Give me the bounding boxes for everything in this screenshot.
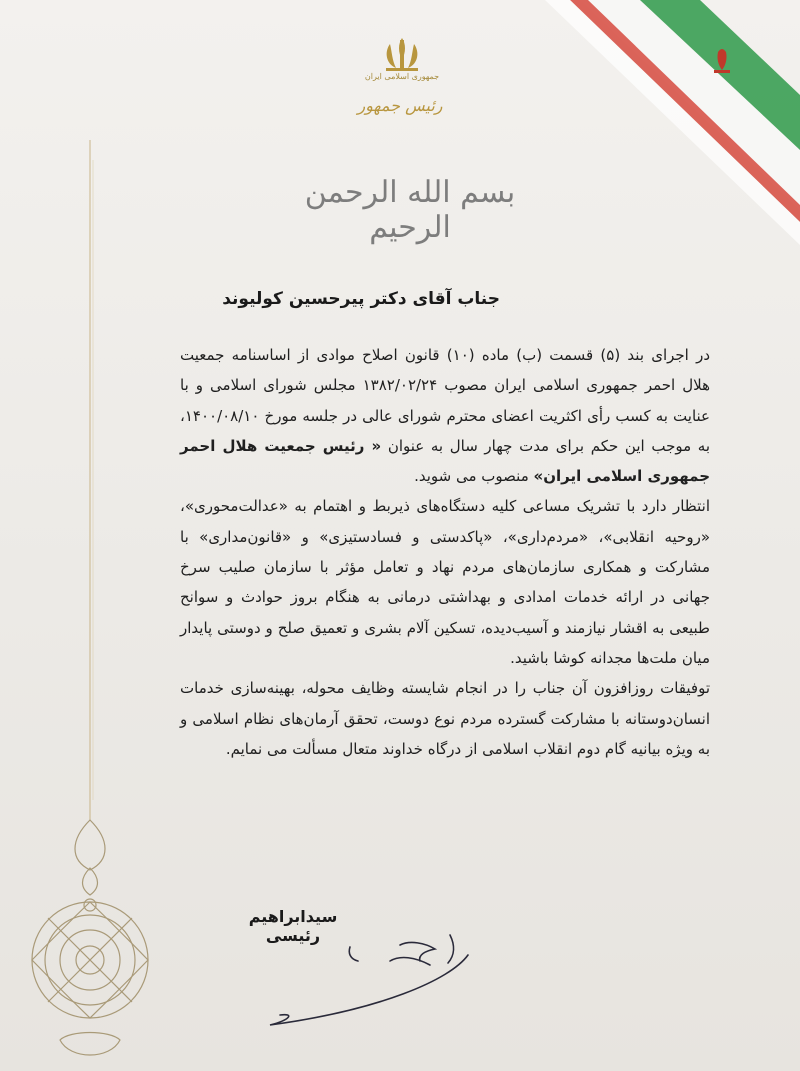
flag-emblem-icon [714,49,730,73]
paragraph-2: انتظار دارد با تشریک مساعی کلیه دستگاه‌های ذیربط و اهتمام به «عدالت‌محوری»، «روحیه انقلابی»، «مردم‌داری»، «پاکدستی و فسادستیزی» و «قانون‌مداری» با مشارکت و همکاری سازمان‌های مردم نهاد و تعامل مؤثر با سازمان صلیب سرخ جهانی در ارائه خدمات امدادی و بهداشتی درمانی به هنگام بروز حوادث و سوانح طبیعی به اقشار نیازمند و آسیب‌دیده، تسکین آلام بشری و تعمیق صلح و دوستی پایدار میان ملت‌ها مجدانه کوشا باشید. [180,497,710,667]
paragraph-1 [180,340,710,491]
handwritten-signature [250,925,490,1035]
salutation: جناب آقای دکتر پیرحسین کولیوند [222,289,500,309]
paragraph-1-start: در اجرای بند (۵) قسمت (ب) ماده (۱۰) قانون اصلاح موادی از اساسنامه جمعیت هلال احمر جمهوری اسلامی ایران مصوب ۱۳۸۲/۰۲/۲۴ مجلس شورای اسلامی و با عنایت به کسب رأی اکثریت اعضای محترم شورای عالی در جلسه مورخ ۱۴۰۰/۰۸/۱۰، به موجب این حکم برای مدت چهار سال به عنوان [180,346,710,455]
ornament-border [0,0,200,1071]
paragraph-1-end: منصوب می شوید. [414,467,534,486]
basmala: بسم الله الرحمن الرحیم [304,175,516,245]
title-appointment: « رئیس جمعیت هلال احمر جمهوری اسلامی ایران» [180,436,710,486]
signer-name: سیدابراهیم رئیسی [248,907,338,945]
emblem-caption: جمهوری اسلامی ایران [364,72,440,81]
letter-body [180,340,710,764]
emblem-title: رئیس جمهور [357,96,443,115]
paragraph-3: توفیقات روزافزون آن جناب را در انجام شایسته وظایف محوله، بهینه‌سازی خدمات انسان‌دوستانه با مشارکت گسترده مردم نوع دوست، تحقق آرمان‌های نظام اسلامی و به ویژه بیانیه گام دوم انقلاب اسلامی از درگاه خداوند متعال مسألت می نمایم. [180,679,710,758]
